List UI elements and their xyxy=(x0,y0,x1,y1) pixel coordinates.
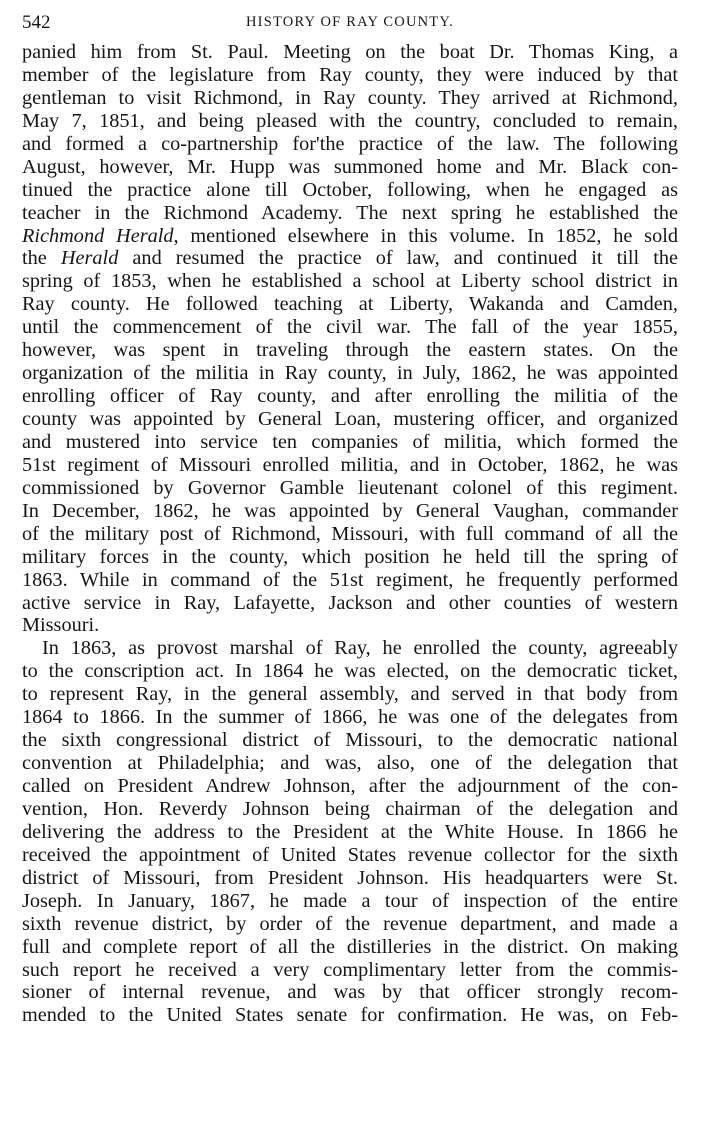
text-run: military forces in the county, which position he held till the spring of xyxy=(22,545,678,568)
text-line xyxy=(22,270,678,293)
text-run: 51st regiment of Missouri enrolled militia, and in October, 1862, he was xyxy=(22,453,678,476)
text-run: active service in Ray, Lafayette, Jackson and other counties of western xyxy=(22,591,678,614)
text-line xyxy=(22,293,678,316)
text-line xyxy=(22,1004,678,1027)
text-run: district of Missouri, from President Johnson. His headquarters were St. xyxy=(22,866,678,889)
text-run: to the conscription act. In 1864 he was elected, on the democratic ticket, xyxy=(22,660,678,683)
text-line xyxy=(22,752,678,775)
text-run: tinued the practice alone till October, following, when he engaged as xyxy=(22,178,678,201)
text-run: and mustered into service ten companies of militia, which formed the xyxy=(22,430,678,453)
paragraph xyxy=(22,637,678,1027)
text-run: received the appointment of United States revenue collector for the sixth xyxy=(22,843,678,866)
text-line xyxy=(22,179,678,202)
text-run: member of the legislature from Ray county, they were induced by that xyxy=(22,63,678,86)
text-line xyxy=(22,729,678,752)
italic-title: Herald xyxy=(60,247,119,270)
text-line xyxy=(22,41,678,64)
text-line xyxy=(22,637,678,660)
running-title: HISTORY OF RAY COUNTY. xyxy=(246,14,454,30)
page-number: 542 xyxy=(22,12,51,33)
text-line xyxy=(22,867,678,890)
text-line xyxy=(22,913,678,936)
text-line xyxy=(22,316,678,339)
text-line xyxy=(22,362,678,385)
text-run: Missouri. xyxy=(22,614,100,637)
text-run: May 7, 1851, and being pleased with the country, concluded to remain, xyxy=(22,109,678,132)
text-line xyxy=(22,981,678,1004)
text-run: called on President Andrew Johnson, after the adjournment of the con- xyxy=(22,775,678,797)
text-line xyxy=(22,844,678,867)
text-run: however, was spent in traveling through the eastern states. On the xyxy=(22,339,678,362)
text-run: In 1863, as provost marshal of Ray, he enrolled the county, agreeably xyxy=(42,637,678,660)
text-run: , mentioned elsewhere in this volume. In 1852, he sold xyxy=(173,224,678,247)
text-run: gentleman to visit Richmond, in Ray county. They arrived at Richmond, xyxy=(22,86,678,109)
text-line xyxy=(22,431,678,454)
text-line xyxy=(22,477,678,500)
text-run: Joseph. In January, 1867, he made a tour of inspection of the entire xyxy=(22,889,678,912)
text-run: Ray county. He followed teaching at Liberty, Wakanda and Camden, xyxy=(22,293,678,316)
text-line xyxy=(22,110,678,133)
text-line xyxy=(22,546,678,569)
text-run: full and complete report of all the distilleries in the district. On making xyxy=(22,935,678,958)
text-line xyxy=(22,683,678,706)
text-run: of the military post of Richmond, Missouri, with full command of all the xyxy=(22,522,678,545)
text-run: delivering the address to the President at the White House. In 1866 he xyxy=(22,820,678,843)
text-line xyxy=(22,87,678,110)
text-run: spring of 1853, when he established a school at Liberty school district in xyxy=(22,270,678,293)
text-line xyxy=(22,569,678,592)
text-run: organization of the militia in Ray county, in July, 1862, he was appointed xyxy=(22,362,678,385)
text-run: county was appointed by General Loan, mustering officer, and organized xyxy=(22,408,678,430)
text-line xyxy=(22,706,678,729)
text-run: 1864 to 1866. In the summer of 1866, he was one of the delegates from xyxy=(22,706,678,729)
text-line xyxy=(22,660,678,683)
text-line xyxy=(22,408,678,431)
text-line xyxy=(22,385,678,408)
text-line xyxy=(22,202,678,225)
text-run: such report he received a very complimentary letter from the commis- xyxy=(22,958,678,981)
text-line xyxy=(22,592,678,615)
text-line xyxy=(22,339,678,362)
text-run: convention at Philadelphia; and was, also, one of the delegation that xyxy=(22,752,678,775)
text-line xyxy=(22,133,678,156)
text-run: the sixth congressional district of Missouri, to the democratic national xyxy=(22,729,678,752)
text-line xyxy=(22,500,678,523)
text-run: sioner of internal revenue, and was by that officer strongly recom- xyxy=(22,981,678,1004)
text-line xyxy=(22,64,678,87)
text-line xyxy=(22,156,678,179)
text-line xyxy=(22,936,678,959)
text-line xyxy=(22,821,678,844)
text-line xyxy=(22,775,678,798)
text-run: sixth revenue district, by order of the revenue department, and made a xyxy=(22,912,678,935)
text-run: vention, Hon. Reverdy Johnson being chairman of the delegation and xyxy=(22,797,678,820)
text-line xyxy=(22,890,678,913)
text-run: until the commencement of the civil war. The fall of the year 1855, xyxy=(22,316,678,339)
text-run: and formed a co-partnership for'the practice of the law. The following xyxy=(22,132,678,155)
paragraph xyxy=(22,41,678,637)
text-line xyxy=(22,454,678,477)
text-run: enrolling officer of Ray county, and after enrolling the militia of the xyxy=(22,385,678,408)
text-run: August, however, Mr. Hupp was summoned home and Mr. Black con- xyxy=(22,155,678,178)
text-run: to represent Ray, in the general assembly, and served in that body from xyxy=(22,683,678,706)
text-line xyxy=(22,247,678,270)
text-line xyxy=(22,523,678,546)
text-line xyxy=(22,798,678,821)
page-body xyxy=(22,41,678,1027)
italic-title: Richmond Herald xyxy=(22,224,174,247)
text-run: panied him from St. Paul. Meeting on the boat Dr. Thomas King, a xyxy=(22,41,678,63)
text-run: In December, 1862, he was appointed by General Vaughan, commander xyxy=(22,499,678,522)
text-run: mended to the United States senate for confirmation. He was, on Feb- xyxy=(22,1004,678,1027)
text-line xyxy=(22,225,678,248)
text-run: and resumed the practice of law, and continued it till the xyxy=(118,247,678,270)
text-run: the xyxy=(22,247,61,270)
text-line xyxy=(22,959,678,982)
text-run: commissioned by Governor Gamble lieutenant colonel of this regiment. xyxy=(22,476,678,499)
text-run: teacher in the Richmond Academy. The next spring he established the xyxy=(22,201,678,224)
page-header xyxy=(22,12,678,38)
text-run: 1863. While in command of the 51st regiment, he frequently performed xyxy=(22,568,678,591)
text-line xyxy=(22,614,678,637)
